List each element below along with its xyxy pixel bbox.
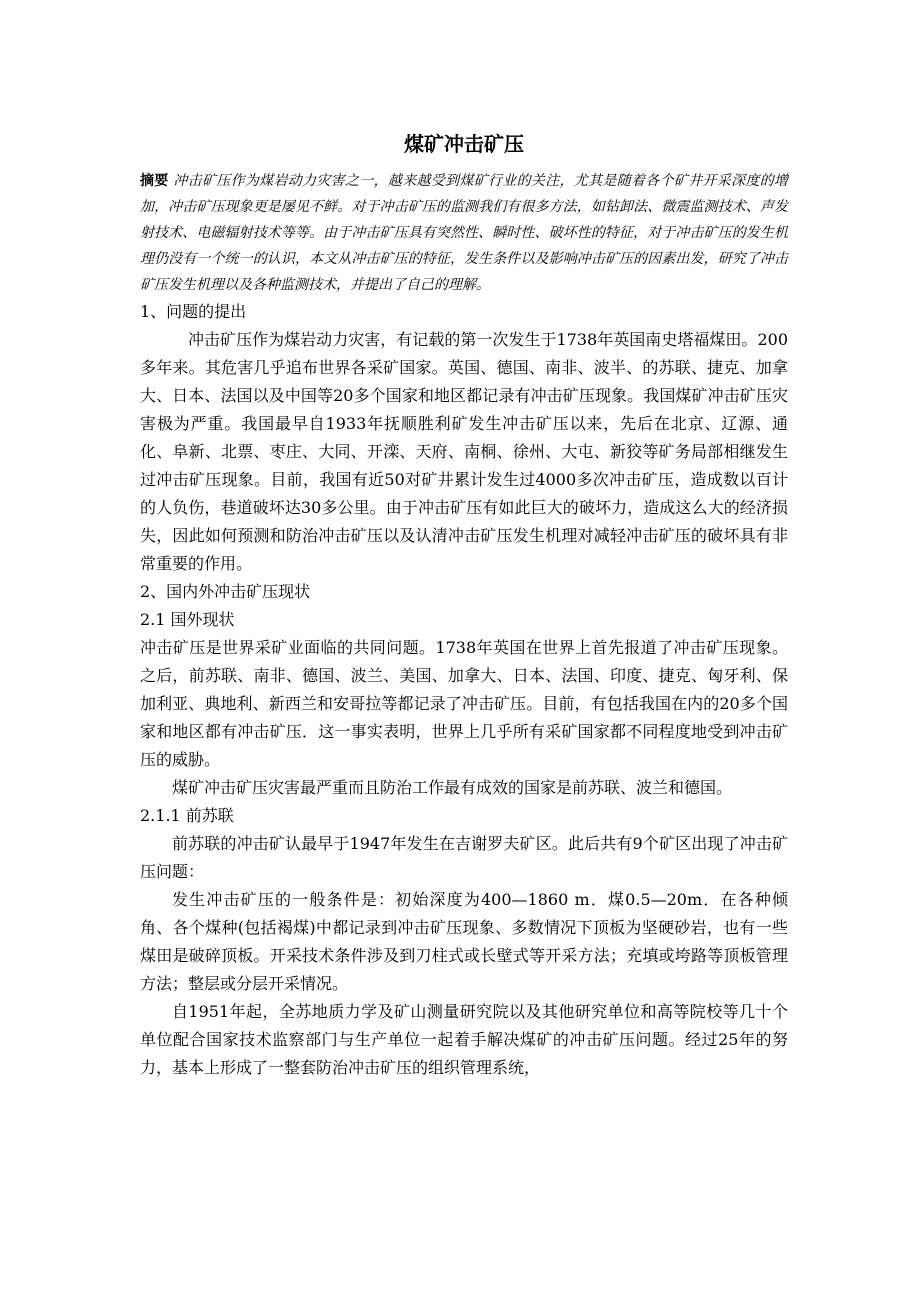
document-page bbox=[140, 126, 788, 1082]
abstract-text: 冲击矿压作为煤岩动力灾害之一，越来越受到煤矿行业的关注，尤其是随着各个矿井开采深度的增加，冲击矿压现象更是屡见不鲜。对于冲击矿压的监测我们有很多方法，如钻卸法、微震监测技术、声发射技术、电磁辐射技术等等。由于冲击矿压具有突然性、瞬时性、破坏性的特征，对于冲击矿压的发生机理仍没有一个统一的认识，本文从冲击矿压的特征，发生条件以及影响冲击矿压的因素出发，研究了冲击矿压发生机理以及各种监测技术，并提出了自己的理解。 bbox=[140, 173, 789, 293]
paragraph-2: 冲击矿压是世界采矿业面临的共同问题。1738年英国在世界上首先报道了冲击矿压现象。之后，前苏联、南非、德国、波兰、美国、加拿大、日本、法国、印度、捷克、匈牙利、保加利亚、典地利、新西兰和安哥拉等都记录了冲击矿压。目前，有包括我国在内的20多个国家和地区都有冲击矿压．这一事实表明，世界上几乎所有采矿国家都不同程度地受到冲击矿压的威胁。 bbox=[140, 638, 788, 769]
abstract bbox=[140, 168, 788, 298]
abstract-label: 摘要 bbox=[140, 173, 169, 189]
paragraph-3: 煤矿冲击矿压灾害最严重而且防治工作最有成效的国家是前苏联、波兰和德国。 bbox=[172, 778, 733, 797]
section-heading-1: 1、问题的提出 bbox=[140, 302, 247, 321]
subsubsection-heading-2-1-1: 2.1.1 前苏联 bbox=[140, 806, 234, 825]
paragraph-6: 自1951年起，全苏地质力学及矿山测量研究院以及其他研究单位和高等院校等几十个单位配合国家技术监察部门与生产单位一起着手解决煤矿的冲击矿压问题。经过25年的努力，基本上形成了一整套防治冲击矿压的组织管理系统， bbox=[140, 1002, 788, 1077]
paragraph-5: 发生冲击矿压的一般条件是：初始深度为400—1860 m．煤0.5—20m．在各种倾角、各个煤种(包括褐煤)中都记录到冲击矿压现象、多数情况下顶板为坚硬砂岩，也有一些煤田是破碎顶板。开采技术条件涉及到刀柱式或长壁式等开采方法；充填或垮路等顶板管理方法；整层或分层开采情况。 bbox=[140, 890, 788, 993]
document-title: 煤矿冲击矿压 bbox=[404, 132, 524, 156]
paragraph-4: 前苏联的冲击矿认最早于1947年发生在吉谢罗夫矿区。此后共有9个矿区出现了冲击矿压问题： bbox=[140, 834, 788, 881]
section-heading-2: 2、国内外冲击矿压现状 bbox=[140, 582, 311, 601]
subsection-heading-2-1: 2.1 国外现状 bbox=[140, 610, 235, 629]
paragraph-1: 冲击矿压作为煤岩动力灾害，有记载的第一次发生于1738年英国南史塔福煤田。200多年来。其危害几乎追布世界各采矿国家。英国、德国、南非、波半、的苏联、捷克、加拿大、日本、法国以及中国等20多个国家和地区都记录有冲击矿压现象。我国煤矿冲击矿压灾害极为严重。我国最早自1933年抚顺胜利矿发生冲击矿压以来，先后在北京、辽源、通化、阜新、北票、枣庄、大同、开滦、天府、南桐、徐州、大屯、新狡等矿务局部相继发生过冲击矿压现象。目前，我国有近50对矿井累计发生过4000多次冲击矿压，造成数以百计的人负伤，巷道破坏达30多公里。由于冲击矿压有如此巨大的破坏力，造成这么大的经济损失，因此如何预测和防治冲击矿压以及认清冲击矿压发生机理对减轻冲击矿压的破坏具有非常重要的作用。 bbox=[140, 330, 788, 573]
